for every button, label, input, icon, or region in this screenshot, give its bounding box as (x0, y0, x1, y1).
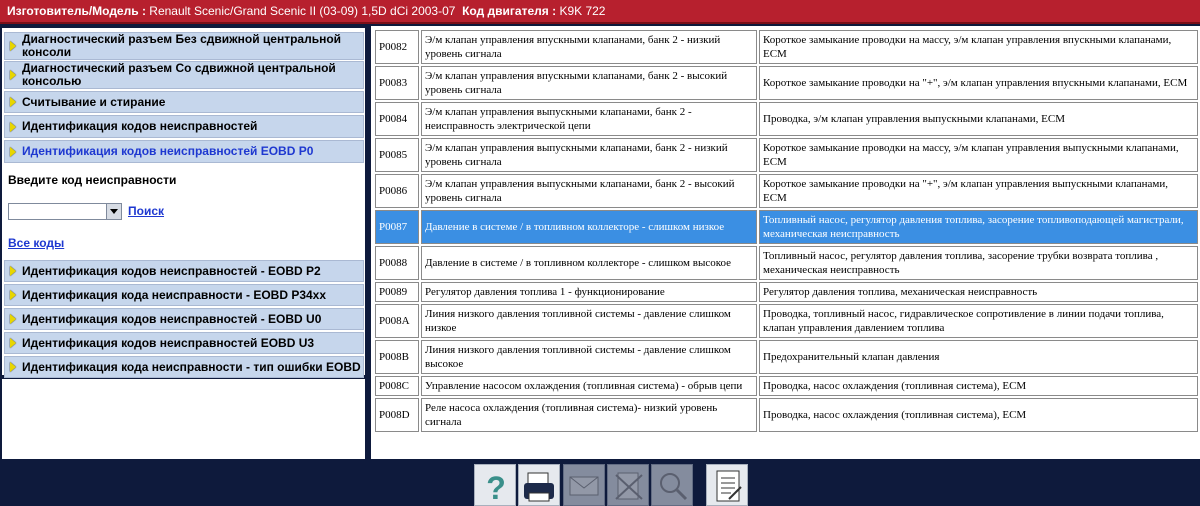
menu-item-label: Идентификация кодов неисправностей (22, 119, 258, 133)
table-row[interactable] (375, 66, 1198, 100)
menu-item-eobd-p2[interactable] (4, 260, 364, 282)
fault-code-cell: P0084 (375, 102, 419, 136)
fault-code-cell: P008A (375, 304, 419, 338)
enter-code-label: Введите код неисправности (8, 173, 177, 187)
chevron-down-icon[interactable] (106, 204, 121, 219)
table-row[interactable] (375, 138, 1198, 172)
fault-cause-cell: Проводка, насос охлаждения (топливная система), ECM (759, 376, 1198, 396)
menu-item-connector-no-console[interactable] (4, 32, 364, 60)
fault-code-cell: P0082 (375, 30, 419, 64)
arrow-icon (10, 97, 16, 107)
fault-description-cell: Э/м клапан управления выпускными клапанами, банк 2 - высокий уровень сигнала (421, 174, 757, 208)
table-row[interactable] (375, 304, 1198, 338)
arrow-icon (10, 41, 16, 51)
engine-value: K9K 722 (556, 4, 606, 18)
fault-cause-cell: Топливный насос, регулятор давления топлива, засорение трубки возврата топлива , механическая неисправность (759, 246, 1198, 280)
fault-description-cell: Давление в системе / в топливном коллекторе - слишком высокое (421, 246, 757, 280)
help-button[interactable] (474, 464, 516, 506)
menu-item-label: Идентификация кода неисправности - тип ошибки EOBD (22, 359, 361, 374)
fault-cause-cell: Проводка, э/м клапан управления выпускными клапанами, ECM (759, 102, 1198, 136)
help-icon (475, 465, 517, 506)
close-document-icon (608, 465, 650, 506)
fault-code-cell: P0083 (375, 66, 419, 100)
fault-code-cell: P0087 (375, 210, 419, 244)
engine-label: Код двигателя : (462, 4, 557, 18)
fault-description-cell: Давление в системе / в топливном коллекторе - слишком низкое (421, 210, 757, 244)
table-row[interactable] (375, 282, 1198, 302)
fault-cause-cell: Проводка, насос охлаждения (топливная система), ECM (759, 398, 1198, 432)
fault-cause-cell: Регулятор давления топлива, механическая неисправность (759, 282, 1198, 302)
fault-description-cell: Э/м клапан управления впускными клапанами, банк 2 - высокий уровень сигнала (421, 66, 757, 100)
close-document-button[interactable] (607, 464, 649, 506)
table-row[interactable] (375, 30, 1198, 64)
print-button[interactable] (518, 464, 560, 506)
menu-item-label: Идентификация кодов неисправностей - EOBD U0 (22, 311, 322, 326)
menu-item-eobd-u3[interactable] (4, 332, 364, 354)
fault-cause-cell: Проводка, топливный насос, гидравлическое сопротивление в линии подачи топлива, клапан управления давлением топлива (759, 304, 1198, 338)
menu-item-connector-sliding-console[interactable] (4, 61, 364, 89)
navigation-panel (0, 26, 366, 459)
search-link[interactable]: Поиск (128, 204, 165, 218)
fault-cause-cell: Топливный насос, регулятор давления топлива, засорение топливоподающей магистрали, механическая неисправность (759, 210, 1198, 244)
fault-description-cell: Регулятор давления топлива 1 - функционирование (421, 282, 757, 302)
fault-cause-cell: Короткое замыкание проводки на "+", э/м клапан управления выпускными клапанами, ECM (759, 174, 1198, 208)
fault-code-cell: P008D (375, 398, 419, 432)
fault-description-cell: Э/м клапан управления выпускными клапанами, банк 2 - низкий уровень сигнала (421, 138, 757, 172)
menu-item-eobd-error-type[interactable] (4, 356, 364, 378)
arrow-icon (10, 338, 16, 348)
all-codes-link[interactable]: Все коды (8, 236, 65, 250)
fault-code-cell: P0086 (375, 174, 419, 208)
table-row[interactable] (375, 340, 1198, 374)
bottom-toolbar (0, 459, 1200, 506)
menu-item-eobd-p0[interactable] (4, 140, 364, 163)
arrow-icon (10, 290, 16, 300)
arrow-icon (10, 70, 16, 80)
table-row[interactable] (375, 102, 1198, 136)
fault-code-cell: P008B (375, 340, 419, 374)
envelope-icon (564, 465, 606, 506)
table-row[interactable] (375, 210, 1198, 244)
arrow-icon (10, 147, 16, 157)
fault-description-cell: Э/м клапан управления впускными клапанами, банк 2 - низкий уровень сигнала (421, 30, 757, 64)
menu-item-eobd-u0[interactable] (4, 308, 364, 330)
menu-item-label: Диагностический разъем Без сдвижной центральной консоли (22, 32, 342, 59)
navigation-menu (2, 28, 365, 375)
menu-item-label: Идентификация кодов неисправностей EOBD U3 (22, 335, 315, 350)
email-button[interactable] (563, 464, 605, 506)
maker-value: Renault Scenic/Grand Scenic II (03-09) 1,5D dCi 2003-07 (145, 4, 456, 18)
arrow-icon (10, 122, 16, 132)
zoom-button[interactable] (651, 464, 693, 506)
table-row[interactable] (375, 398, 1198, 432)
table-row[interactable] (375, 376, 1198, 396)
fault-codes-panel (371, 26, 1200, 459)
printer-icon (519, 465, 561, 506)
table-row[interactable] (375, 246, 1198, 280)
fault-code-cell: P0088 (375, 246, 419, 280)
fault-code-cell: P0085 (375, 138, 419, 172)
maker-label: Изготовитель/Модель : (7, 4, 146, 18)
arrow-icon (10, 362, 16, 372)
fault-description-cell: Линия низкого давления топливной системы - давление слишком низкое (421, 304, 757, 338)
fault-description-cell: Э/м клапан управления выпускными клапанами, банк 2 - неисправность электрической цепи (421, 102, 757, 136)
fault-cause-cell: Короткое замыкание проводки на массу, э/м клапан управления впускными клапанами, ECM (759, 30, 1198, 64)
vehicle-header (0, 0, 1200, 24)
menu-item-label: Идентификация кода неисправности - EOBD P34xx (22, 287, 327, 302)
fault-cause-cell: Предохранительный клапан давления (759, 340, 1198, 374)
fault-code-select[interactable] (8, 203, 122, 220)
arrow-icon (10, 266, 16, 276)
table-row[interactable] (375, 174, 1198, 208)
notes-icon (707, 465, 749, 506)
fault-description-cell: Реле насоса охлаждения (топливная система)- низкий уровень сигнала (421, 398, 757, 432)
fault-codes-table (373, 28, 1200, 434)
menu-item-eobd-p34xx[interactable] (4, 284, 364, 306)
menu-item-label: Считывание и стирание (22, 94, 166, 109)
zoom-icon (652, 465, 694, 506)
notes-button[interactable] (706, 464, 748, 506)
fault-cause-cell: Короткое замыкание проводки на массу, э/м клапан управления выпускными клапанами, ECM (759, 138, 1198, 172)
fault-code-cell: P0089 (375, 282, 419, 302)
menu-item-label: Идентификация кодов неисправностей - EOBD P2 (22, 263, 321, 278)
menu-item-read-erase[interactable] (4, 91, 364, 113)
menu-item-label: Идентификация кодов неисправностей EOBD P0 (22, 144, 314, 158)
fault-description-cell: Линия низкого давления топливной системы - давление слишком высокое (421, 340, 757, 374)
menu-item-label: Диагностический разъем Со сдвижной центральной консолью (22, 61, 336, 88)
info-panel (2, 379, 365, 459)
menu-item-fault-codes[interactable] (4, 115, 364, 138)
svg-text:?: ? (486, 470, 506, 506)
fault-code-cell: P008C (375, 376, 419, 396)
arrow-icon (10, 314, 16, 324)
fault-cause-cell: Короткое замыкание проводки на "+", э/м клапан управления впускными клапанами, ECM (759, 66, 1198, 100)
fault-description-cell: Управление насосом охлаждения (топливная система) - обрыв цепи (421, 376, 757, 396)
